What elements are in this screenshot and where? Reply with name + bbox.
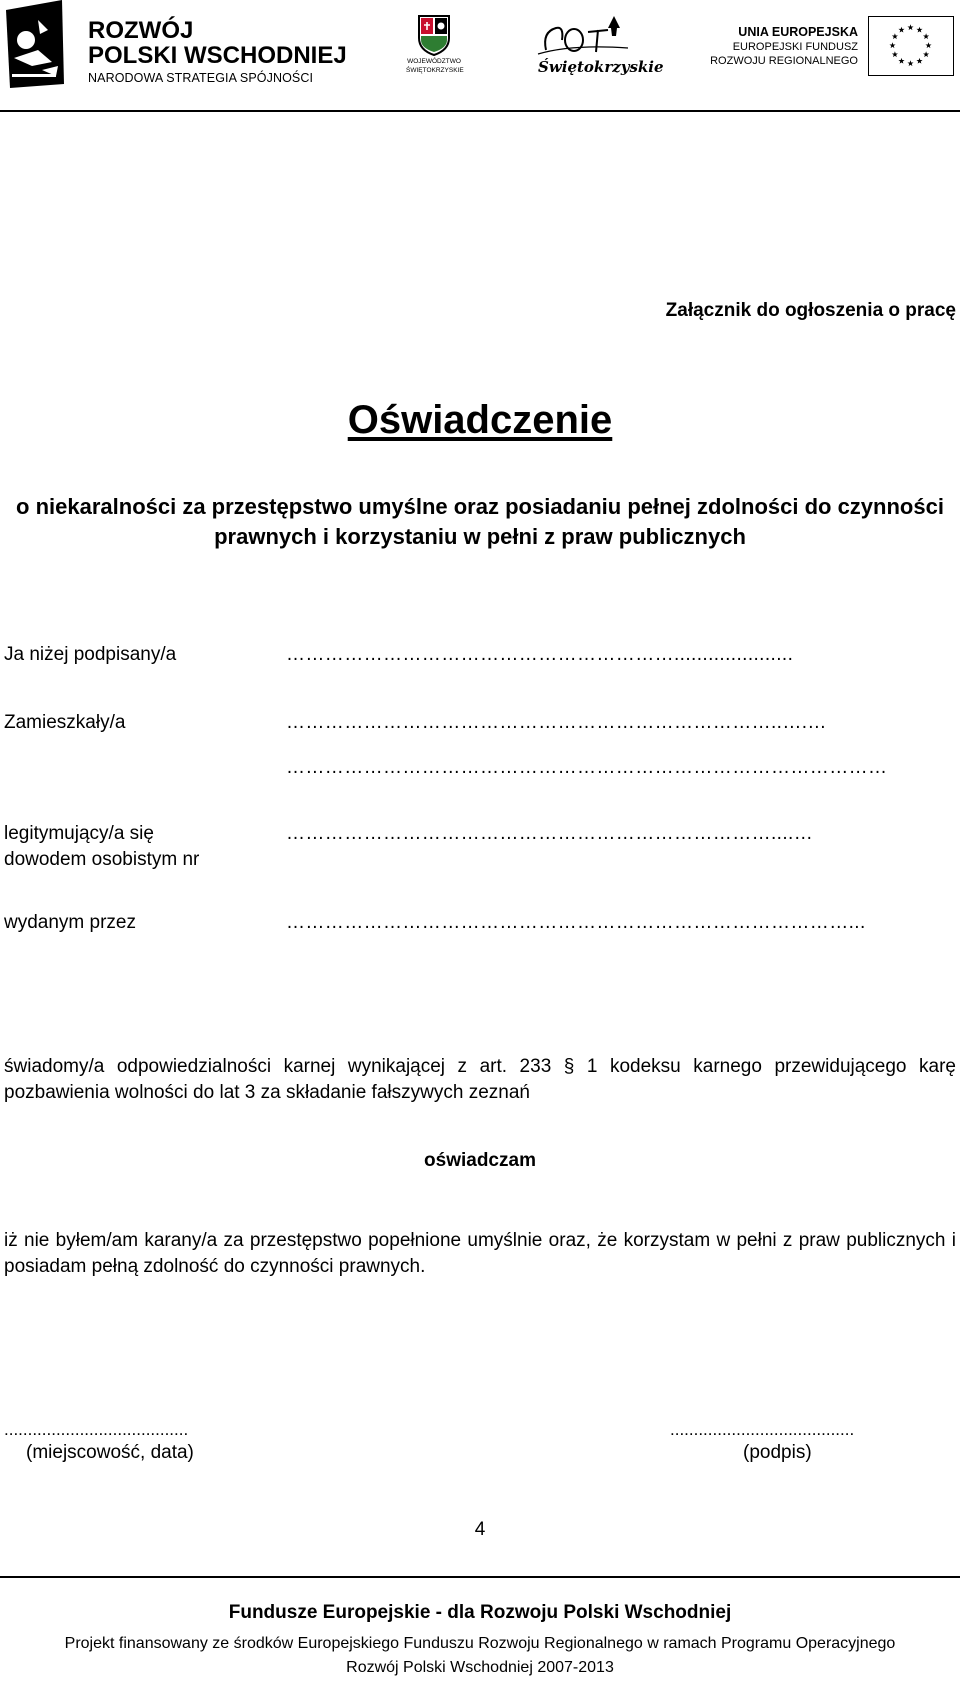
place-date-field[interactable]: ....................................... bbox=[4, 1420, 189, 1439]
rot-emblem-icon bbox=[532, 14, 636, 62]
rpw-logo-line2: POLSKI WSCHODNIEJ bbox=[88, 42, 347, 69]
wojewodztwo-swietokrzyskie-logo bbox=[406, 14, 462, 76]
eu-logo-line3: ROZWOJU REGIONALNEGO bbox=[710, 55, 858, 67]
annex-label: Załącznik do ogłoszenia o pracę bbox=[665, 300, 956, 321]
page-number: 4 bbox=[474, 1519, 486, 1540]
woj-logo-line1: WOJEWÓDZTWO bbox=[407, 58, 461, 65]
eu-star-icon bbox=[916, 58, 922, 64]
signature-label: (podpis) bbox=[743, 1442, 812, 1463]
rpw-emblem-icon bbox=[4, 0, 68, 92]
eu-star-icon bbox=[892, 33, 898, 39]
eu-star-icon bbox=[907, 60, 913, 66]
residence-field-line1[interactable]: …………………………………………………………………..….… bbox=[286, 712, 827, 733]
document-subtitle: o niekaralności za przestępstwo umyślne oraz posiadaniu pełnej zdolności do czynności prawnych i korzystaniu w pełni z praw publicznych bbox=[16, 494, 944, 549]
signer-name-label: Ja niżej podpisany/a bbox=[4, 644, 177, 665]
unia-europejska-logo bbox=[710, 16, 956, 78]
rot-swietokrzyskie-logo bbox=[532, 14, 664, 80]
statement-paragraph: iż nie byłem/am karany/a za przestępstwo popełnione umyślnie oraz, że korzystam w pełni z praw publicznych i posiadam pełną zdolność do czynności prawnych. bbox=[4, 1230, 956, 1277]
eu-star-icon bbox=[916, 27, 922, 33]
eu-star-icon bbox=[925, 42, 931, 48]
id-number-field[interactable]: …………………………………………………………………....… bbox=[286, 823, 814, 844]
eu-star-icon bbox=[889, 42, 895, 48]
footer-line1: Projekt finansowany ze środków Europejskiego Funduszu Rozwoju Regionalnego w ramach Programu Operacyjnego bbox=[64, 1635, 896, 1652]
rpw-logo-line1: ROZWÓJ bbox=[88, 17, 194, 44]
eu-star-icon bbox=[892, 51, 898, 57]
place-date-label: (miejscowość, data) bbox=[26, 1442, 194, 1463]
eu-logo-line2: EUROPEJSKI FUNDUSZ bbox=[732, 41, 858, 53]
rozwoj-polski-wschodniej-logo bbox=[4, 0, 347, 92]
residence-label: Zamieszkały/a bbox=[4, 712, 126, 733]
eu-star-icon bbox=[923, 51, 929, 57]
issued-by-label: wydanym przez bbox=[4, 912, 136, 933]
eu-star-icon bbox=[898, 58, 904, 64]
rpw-logo-line3: NARODOWA STRATEGIA SPÓJNOŚCI bbox=[88, 71, 314, 85]
residence-field-line2[interactable]: ………………………………………………………………………………… bbox=[286, 757, 888, 778]
awareness-paragraph: świadomy/a odpowiedzialności karnej wynikającej z art. 233 § 1 kodeksu karnego przewidującego karę pozbawienia wolności do lat 3 za składanie fałszywych zeznań bbox=[4, 1056, 956, 1103]
coat-of-arms-icon bbox=[417, 14, 451, 56]
eu-star-icon bbox=[907, 24, 913, 30]
eu-logo-line1: UNIA EUROPEJSKA bbox=[738, 25, 858, 39]
issued-by-field[interactable]: ……………………………………………………………………………... bbox=[286, 912, 866, 933]
footer-line2: Rozwój Polski Wschodniej 2007-2013 bbox=[346, 1659, 614, 1676]
signature-field[interactable]: ....................................... bbox=[670, 1420, 855, 1439]
rot-logo-text: Świętokrzyskie bbox=[538, 58, 664, 76]
document-title: Oświadczenie bbox=[347, 398, 613, 442]
woj-logo-line2: ŚWIĘTOKRZYSKIE bbox=[406, 67, 464, 74]
eu-star-icon bbox=[923, 33, 929, 39]
eu-star-icon bbox=[898, 27, 904, 33]
eu-flag-icon bbox=[868, 16, 954, 76]
declare-heading: oświadczam bbox=[424, 1150, 536, 1171]
id-label-line1: legitymujący/a się bbox=[4, 823, 154, 844]
id-label-line2: dowodem osobistym nr bbox=[4, 849, 200, 870]
footer-title: Fundusze Europejskie - dla Rozwoju Polski Wschodniej bbox=[228, 1602, 732, 1623]
signer-name-field[interactable]: ……………………………………………………..................... bbox=[286, 644, 794, 665]
header-divider bbox=[0, 110, 960, 112]
footer-divider bbox=[0, 1576, 960, 1578]
page-header bbox=[0, 0, 960, 112]
